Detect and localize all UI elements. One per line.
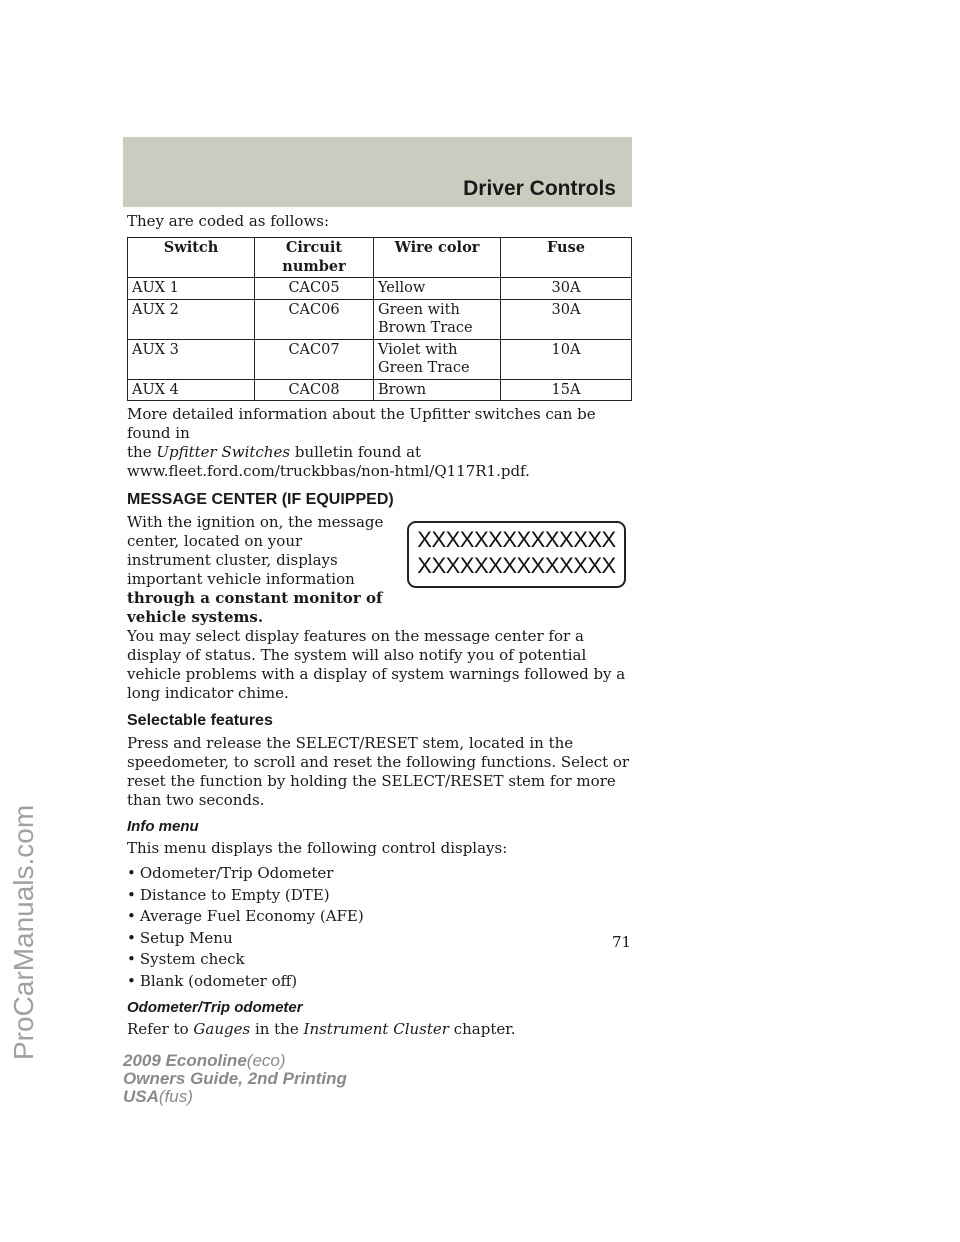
column-header-wire: Wire color — [374, 238, 501, 278]
cell-circuit: CAC05 — [255, 278, 374, 300]
wire-line: Green with — [378, 301, 460, 318]
odometer-text — [127, 1020, 632, 1039]
footer-model: 2009 Econoline — [123, 1051, 247, 1070]
column-header-switch: Switch — [128, 238, 255, 278]
upfitter-info — [127, 405, 632, 481]
column-header-circuit: Circuit number — [255, 238, 374, 278]
cell-circuit: CAC08 — [255, 379, 374, 401]
selectable-text: Press and release the SELECT/RESET stem, located in the speedometer, to scroll and reset the following functions. Select or reset the function by holding the SELECT/RESET stem for more than two seconds. — [127, 734, 630, 809]
upfitter-bulletin-name: Upfitter Switches — [156, 443, 291, 461]
odometer-cluster: Instrument Cluster — [303, 1019, 449, 1038]
footer-model-code: (eco) — [246, 1051, 286, 1070]
chapter-title: Driver Controls — [463, 177, 616, 200]
cell-wire — [374, 379, 501, 401]
message-center-rest: You may select display features on the message center for a display of status. The system will also notify you of potential vehicle problems with a display of system warnings followed by a long indicator chime. — [127, 627, 626, 702]
upfitter-the: the — [127, 443, 152, 461]
footer-edition: Owners Guide, 2nd Printing — [123, 1069, 347, 1088]
table-row — [128, 339, 632, 379]
message-center-display-illustration — [407, 521, 626, 588]
cell-switch: AUX 2 — [128, 299, 255, 339]
list-item: • Distance to Empty (DTE) — [127, 886, 632, 905]
odometer-chapter: chapter. — [453, 1019, 516, 1038]
wire-line: Brown Trace — [378, 320, 473, 336]
wire-line: Violet with — [378, 341, 458, 358]
message-center-heading: MESSAGE CENTER (IF EQUIPPED) — [127, 491, 394, 508]
upfitter-line1: More detailed information about the Upfitter switches can be found in — [127, 405, 596, 442]
cell-wire — [374, 299, 501, 339]
cell-fuse: 10A — [501, 339, 632, 379]
switch-code-table — [127, 237, 632, 401]
selectable-heading: Selectable features — [127, 712, 273, 729]
list-item: • Blank (odometer off) — [127, 972, 632, 991]
wire-line: Brown — [378, 381, 427, 398]
message-center-section — [127, 513, 632, 627]
info-menu-heading: Info menu — [127, 818, 199, 835]
cell-circuit: CAC06 — [255, 299, 374, 339]
display-line-1: XXXXXXXXXXXXXX — [417, 527, 616, 552]
message-center-bold: through a constant monitor of vehicle systems. — [127, 589, 383, 626]
list-item: • Odometer/Trip Odometer — [127, 864, 632, 883]
page-content — [127, 212, 632, 1039]
column-header-fuse: Fuse — [501, 238, 632, 278]
cell-switch: AUX 3 — [128, 339, 255, 379]
chapter-header-band — [123, 137, 632, 207]
display-line-2: XXXXXXXXXXXXXX — [417, 553, 616, 578]
info-menu-text: This menu displays the following control displays: — [127, 839, 508, 857]
info-menu-list — [127, 864, 632, 991]
list-item: • Average Fuel Economy (AFE) — [127, 907, 632, 926]
intro-text: They are coded as follows: — [127, 212, 330, 230]
cell-switch: AUX 1 — [128, 278, 255, 300]
upfitter-bulletin-rest: bulletin found at — [294, 443, 422, 461]
cell-fuse: 30A — [501, 278, 632, 300]
cell-wire — [374, 278, 501, 300]
odometer-refer: Refer to — [127, 1019, 189, 1038]
odometer-heading: Odometer/Trip odometer — [127, 998, 303, 1016]
list-item: • Setup Menu — [127, 929, 632, 948]
table-row — [128, 278, 632, 300]
odometer-gauges: Gauges — [193, 1019, 251, 1038]
cell-circuit: CAC07 — [255, 339, 374, 379]
footer-market-code: (fus) — [158, 1087, 193, 1106]
table-header-row — [128, 238, 632, 278]
footer-market: USA — [123, 1087, 159, 1106]
odometer-in-the: in the — [254, 1019, 299, 1038]
page-number: 71 — [612, 933, 632, 951]
upfitter-url: www.fleet.ford.com/truckbbas/non-html/Q117R1.pdf. — [127, 462, 530, 480]
watermark-text: ProCarManuals.com — [8, 804, 39, 1060]
cell-wire — [374, 339, 501, 379]
message-center-lead: With the ignition on, the message center, located on your instrument cluster, displays important vehicle information — [127, 513, 384, 588]
wire-line: Green Trace — [378, 360, 470, 376]
table-row — [128, 299, 632, 339]
document-footer — [123, 1052, 347, 1106]
list-item: • System check — [127, 950, 632, 969]
wire-line: Yellow — [378, 280, 426, 296]
table-row — [128, 379, 632, 401]
cell-fuse: 15A — [501, 379, 632, 401]
cell-fuse: 30A — [501, 299, 632, 339]
cell-switch: AUX 4 — [128, 379, 255, 401]
